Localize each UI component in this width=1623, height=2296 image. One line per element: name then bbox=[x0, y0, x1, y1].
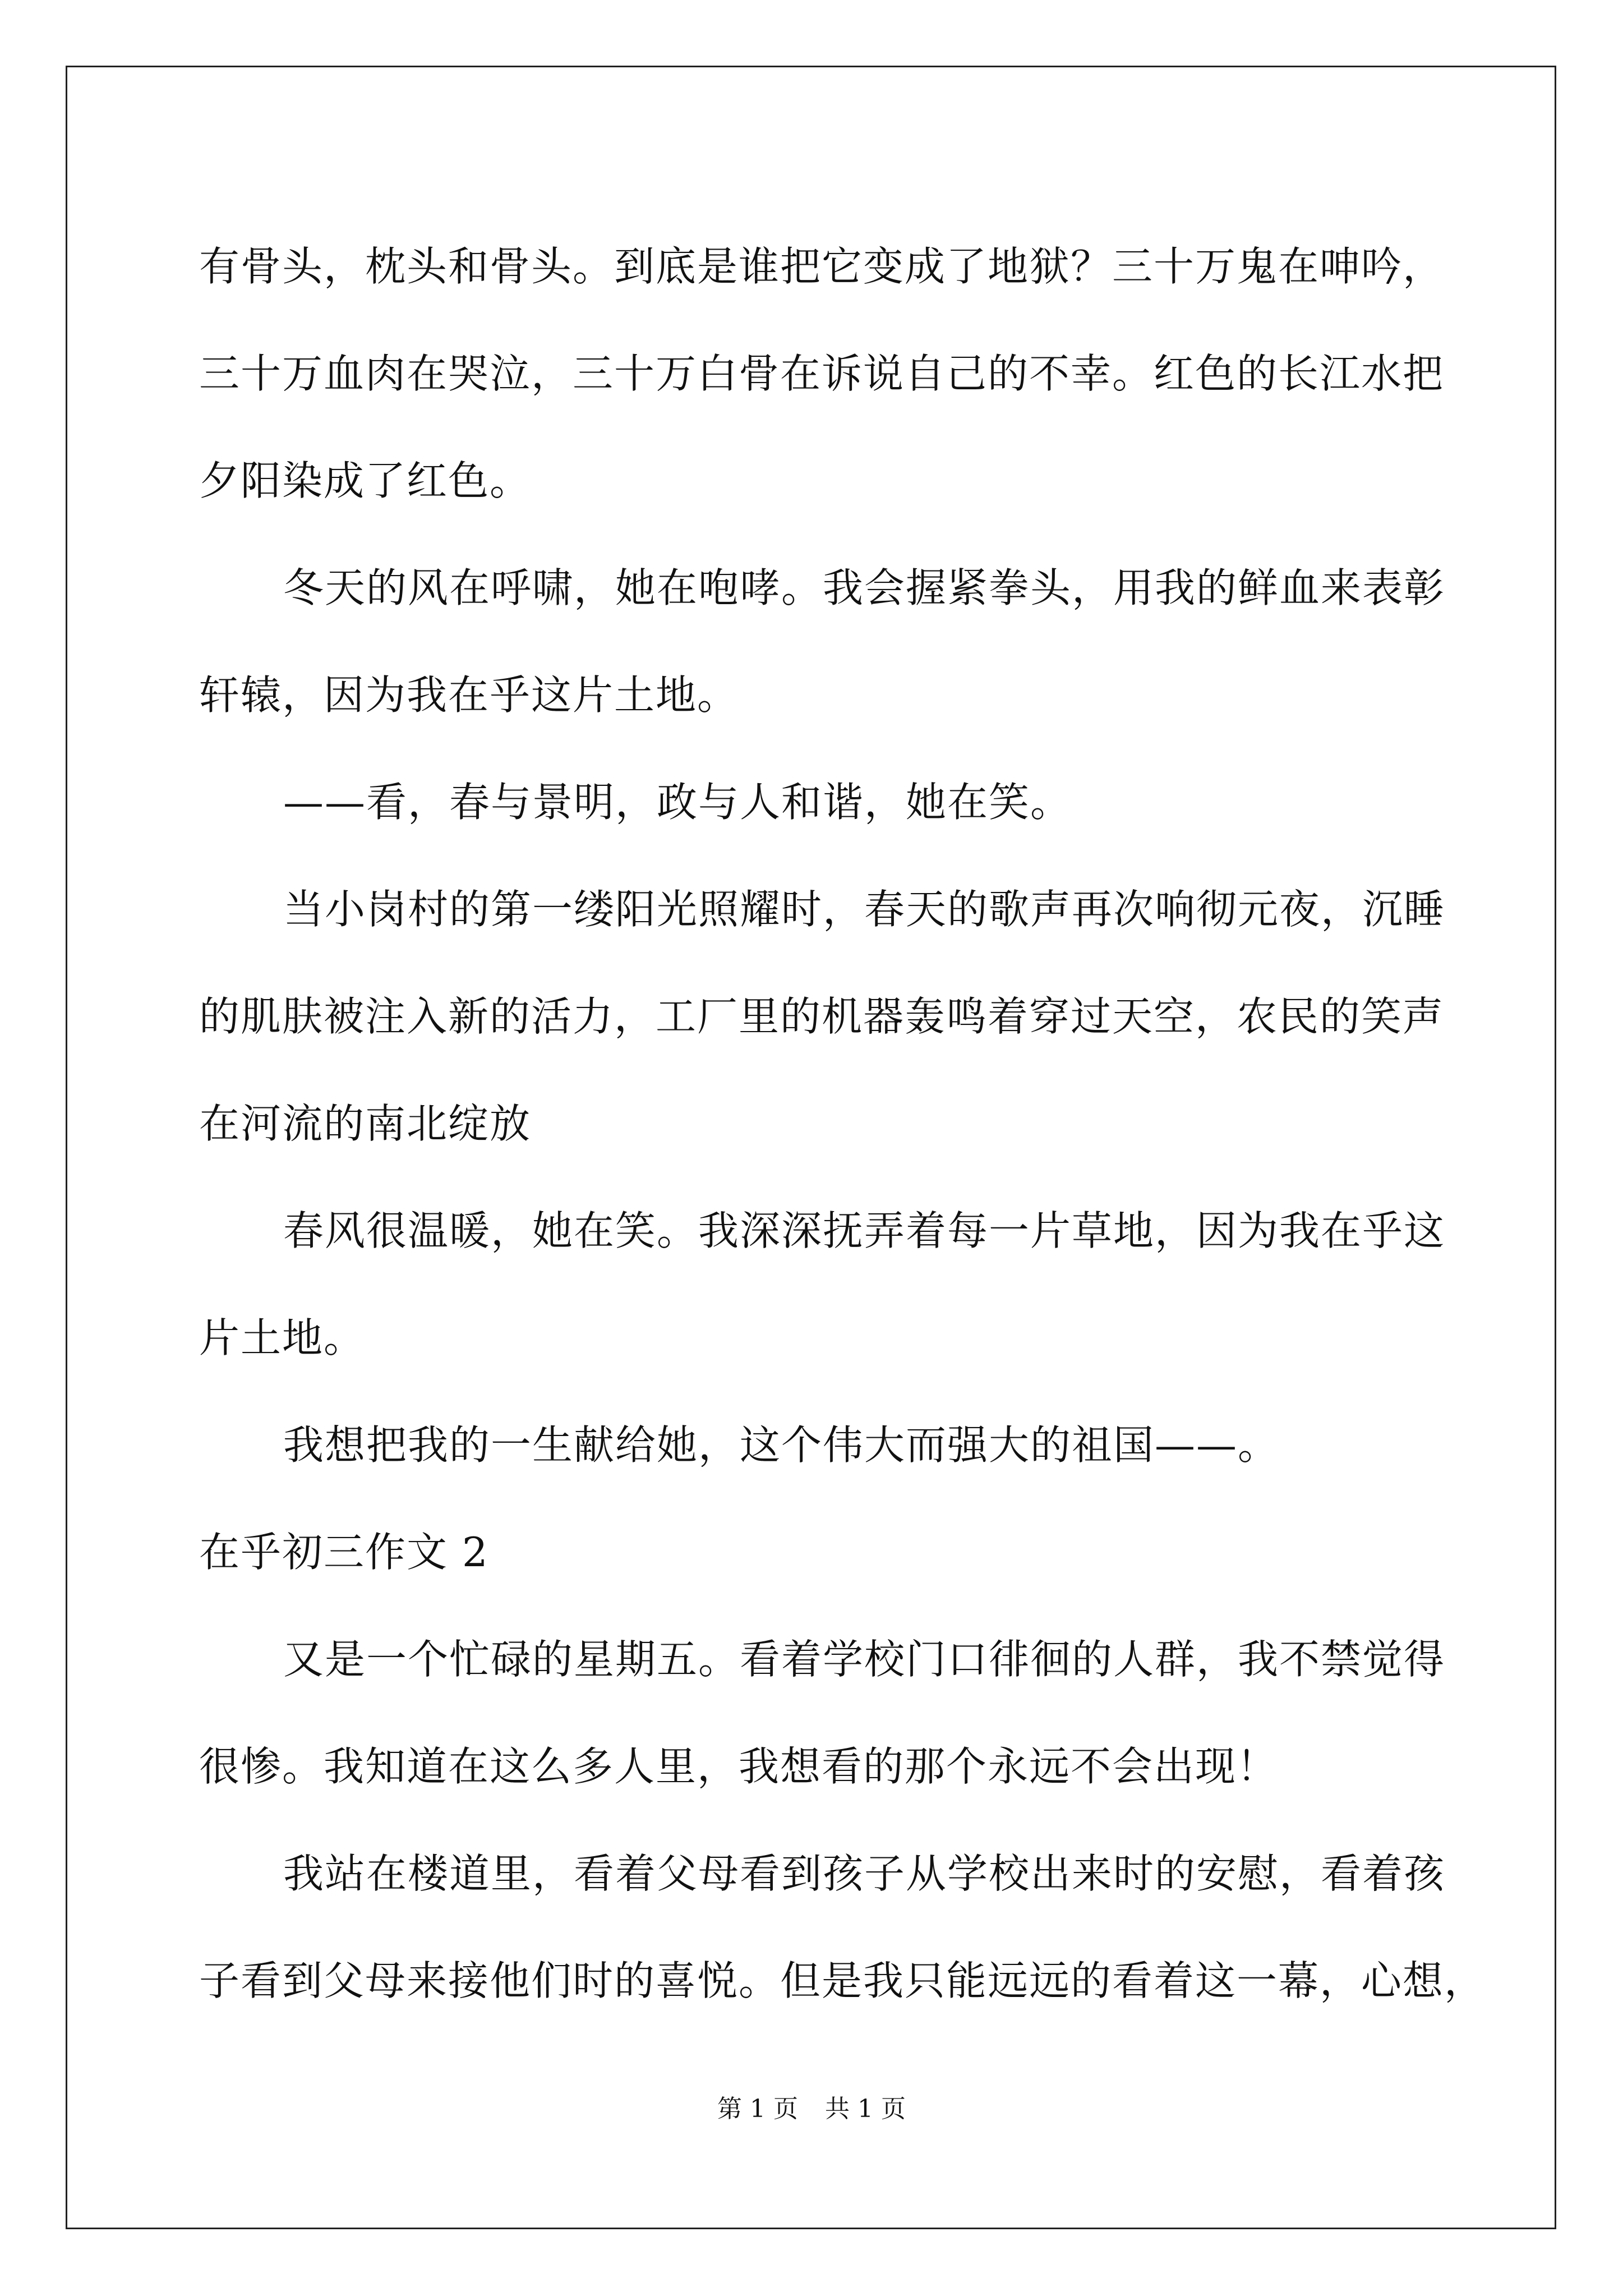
text-line: ——看，春与景明，政与人和谐，她在笑。 bbox=[283, 779, 1072, 826]
text-line: 很惨。我知道在这么多人里，我想看的那个永远不会出现！ bbox=[199, 1743, 1279, 1790]
text-line: 在河流的南北绽放 bbox=[199, 1100, 532, 1147]
document-body bbox=[199, 213, 1486, 2035]
text-line: 冬天的风在呼啸，她在咆哮。我会握紧拳头，用我的鲜血来表彰 bbox=[283, 564, 1446, 611]
text-line: 我想把我的一生献给她，这个伟大而强大的祖国——。 bbox=[283, 1421, 1280, 1469]
page-total: 共 1 页 bbox=[825, 2095, 906, 2123]
text-line: 春风很温暖，她在笑。我深深抚弄着每一片草地，因为我在乎这 bbox=[283, 1207, 1446, 1254]
page-number: 第 1 页 bbox=[717, 2095, 798, 2123]
text-line: 夕阳染成了红色。 bbox=[199, 457, 532, 504]
text-line: 有骨头，枕头和骨头。到底是谁把它变成了地狱？三十万鬼在呻吟， bbox=[199, 243, 1445, 290]
text-line: 当小岗村的第一缕阳光照耀时，春天的歌声再次响彻元夜，沉睡 bbox=[283, 886, 1446, 933]
text-line: 子看到父母来接他们时的喜悦。但是我只能远远的看着这一幕，心想， bbox=[199, 1957, 1486, 2004]
text-line: 轩辕，因为我在乎这片土地。 bbox=[199, 671, 739, 719]
text-line: 的肌肤被注入新的活力，工厂里的机器轰鸣着穿过天空，农民的笑声 bbox=[199, 993, 1445, 1040]
text-line: 片土地。 bbox=[199, 1314, 366, 1361]
text-line: 又是一个忙碌的星期五。看着学校门口徘徊的人群，我不禁觉得 bbox=[283, 1636, 1446, 1683]
text-line: 三十万血肉在哭泣，三十万白骨在诉说自己的不幸。红色的长江水把 bbox=[199, 350, 1445, 397]
page-footer bbox=[0, 2092, 1623, 2126]
section-heading: 在乎初三作文 2 bbox=[199, 1529, 489, 1576]
text-line: 我站在楼道里，看着父母看到孩子从学校出来时的安慰，看着孩 bbox=[283, 1850, 1446, 1897]
